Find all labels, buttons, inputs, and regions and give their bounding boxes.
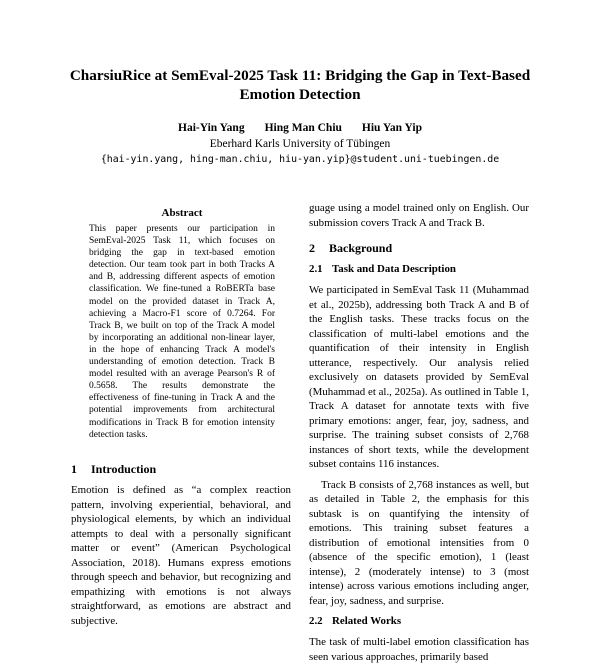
- right-column: [309, 201, 529, 664]
- abstract-text: This paper presents our participation in SemEval-2025 Task 11, which focuses on bridging the gap in text-based emotion detection. Our team took part in both Tracks A and B, addressing different aspects of emotion classification. We fine-tuned a RoBERTa base model on the provided dataset in Track A, achieving a Macro-F1 score of 0.7264. For Track B, we built on top of the Track A model by incorporating an additional non-linear layer, in the hope of enhancing Track A model's understanding of emotion detection. Track B model resulted with an average Pearson's R of 0.5658. The results demonstrate the effectiveness of fine-tuning in Track A and the potential improvements from architectural modifications in Track B for emotion intensity detection tasks.: [89, 224, 275, 440]
- paper-title: CharsiuRice at SemEval-2025 Task 11: Bridging the Gap in Text-Based Emotion Detection: [69, 67, 531, 103]
- section-title: Background: [329, 241, 393, 255]
- related-works-paragraph: The task of multi-label emotion classification has seen various approaches, primarily based: [309, 636, 529, 663]
- related-works-heading: [309, 614, 529, 629]
- abstract-heading: Abstract: [161, 207, 203, 219]
- subsection-title: Related Works: [332, 615, 402, 627]
- task-data-heading: [309, 262, 529, 277]
- introduction-paragraph: Emotion is defined as “a complex reaction pattern, involving experiential, behavioral, and physiological elements, by which an individual attempts to deal with a personally significant matter or event” (American Psychological Association, 2018). Humans express emotions through speech and behavior, but recognizing and empathizing with emotions is not always straightforward, as emotions are abstract and subjective.: [71, 484, 291, 627]
- section-title: Introduction: [91, 462, 157, 476]
- task-data-paragraph: Track B consists of 2,768 instances as well, but as detailed in Table 2, the emphasis for this subtask is on quantifying the intensity of emotions. This training subset features a distribution of emotional intensities from 0 (absence of the specific emotion), 1 (least intense), 2 (moderately intense) to 3 (most intense) across various emotions including anger, fear, joy, sadness, and surprise.: [309, 478, 529, 607]
- subsection-number: 2.2: [309, 615, 323, 627]
- author-list: [60, 121, 540, 135]
- author-name: Hiu Yan Yip: [361, 122, 422, 134]
- affiliation: Eberhard Karls University of Tübingen: [209, 138, 391, 150]
- introduction-heading: [71, 461, 291, 477]
- email-addresses: {hai-yin.yang, hing-man.chiu, hiu-yan.yip}@student.uni-tuebingen.de: [100, 154, 500, 165]
- left-column: [71, 461, 291, 628]
- subsection-number: 2.1: [309, 263, 323, 275]
- section-number: 1: [71, 462, 77, 476]
- author-name: Hing Man Chiu: [264, 122, 342, 134]
- author-name: Hai-Yin Yang: [178, 122, 245, 134]
- background-heading: [309, 240, 529, 256]
- subsection-title: Task and Data Description: [332, 263, 456, 275]
- task-data-paragraph: We participated in SemEval Task 11 (Muhammad et al., 2025b), addressing both Track A and B of the English tasks. These tracks focus on the classification of multi-label emotions and the quantification of their intensity in English utterance, respectively. Our analysis relied exclusively on datasets provided by SemEval (Muhammad et al., 2025a). As outlined in Table 1, Track A dataset for annotate texts with five primary emotions: anger, fear, joy, sadness, and surprise. The training subset consists of 2,768 instances of short texts, while the development subset contains 116 instances.: [309, 284, 529, 470]
- continued-paragraph: guage using a model trained only on English. Our submission covers Track A and Track B.: [309, 202, 529, 229]
- section-number: 2: [309, 241, 315, 255]
